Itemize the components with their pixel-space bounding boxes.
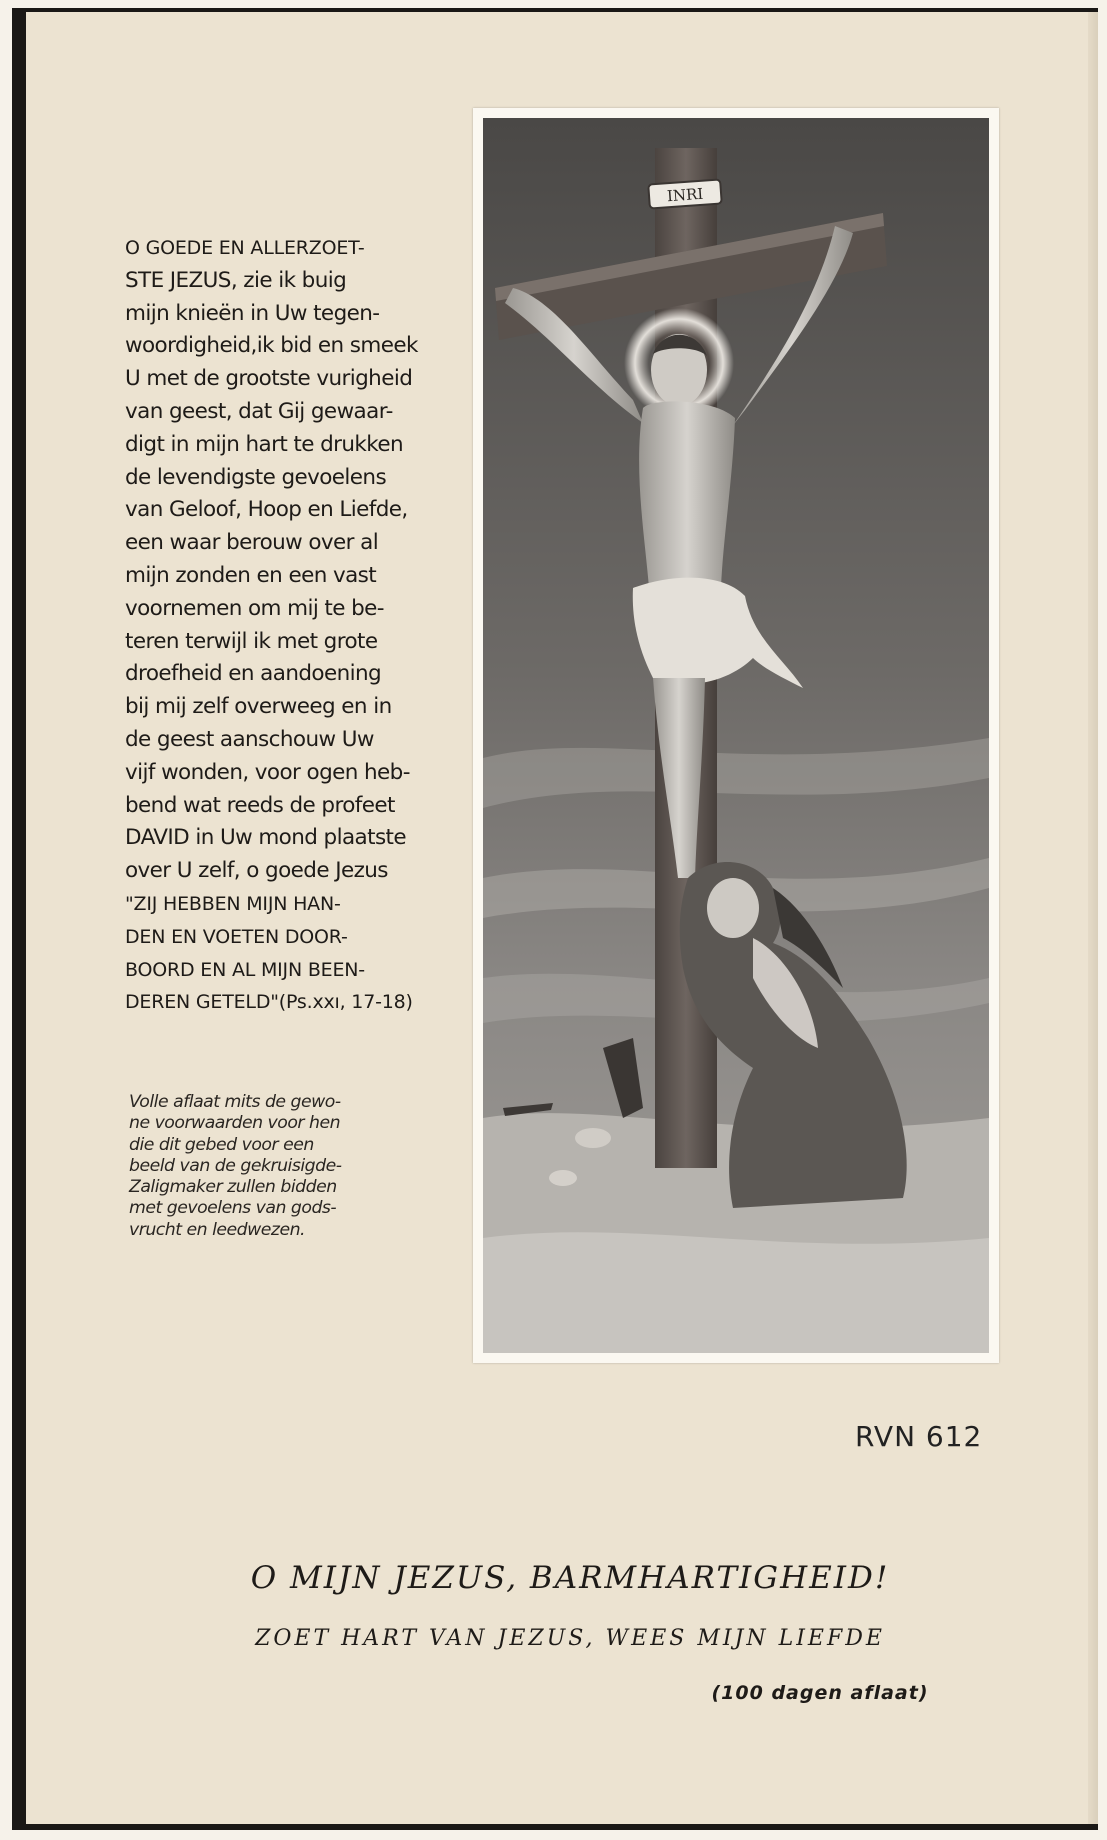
prayer-line: bij mij zelf overweeg en in (125, 694, 392, 720)
prayer-line: mijn zonden en een vast (125, 562, 377, 588)
indulgence-line: met gevoelens van gods- (129, 1198, 337, 1219)
card-edge (1088, 12, 1098, 1824)
prayer-line: woordigheid,ik bid en smeek (125, 333, 418, 359)
sacred-heart-invocation: ZOET HART VAN JEZUS, WEES MIJN LIEFDE (255, 1626, 885, 1651)
prayer-line: mijn knieën in Uw tegen- (125, 300, 380, 326)
prayer-line: STE JEZUS, zie ik buig (125, 267, 347, 293)
prayer-line: bend wat reeds de profeet (125, 792, 395, 818)
indulgence-line: ne voorwaarden voor hen (129, 1113, 341, 1134)
prayer-line: teren terwijl ik met grote (125, 628, 378, 654)
indulgence-line: die dit gebed voor een (129, 1134, 314, 1155)
indulgence-line: beeld van de gekruisigde- (129, 1155, 342, 1176)
crucifixion-illustration (483, 118, 989, 1353)
prayer-line: DEREN GETELD"(Ps.xxı, 17-18) (125, 991, 413, 1014)
prayer-line: de levendigste gevoelens (125, 464, 387, 490)
prayer-line: over U zelf, o goede Jezus (125, 858, 388, 884)
prayer-line: BOORD EN AL MIJN BEEN- (125, 958, 365, 981)
mercy-invocation: O MIJN JEZUS, BARMHARTIGHEID! (250, 1560, 890, 1596)
indulgence-days: (100 dagen aflaat) (711, 1682, 929, 1704)
prayer-line: DAVID in Uw mond plaatste (125, 825, 407, 851)
card-code: RVN 612 (855, 1420, 983, 1453)
crucifixion-picture (483, 118, 989, 1353)
prayer-line: een waar berouw over al (125, 530, 379, 556)
prayer-line: O GOEDE EN ALLERZOET- (125, 237, 365, 259)
prayer-line: de geest aanschouw Uw (125, 726, 374, 752)
prayer-line: "ZIJ HEBBEN MIJN HAN- (125, 892, 341, 915)
prayer-line: U met de grootste vurigheid (125, 366, 413, 392)
inri-inscription: INRI (666, 184, 704, 206)
prayer-line: DEN EN VOETEN DOOR- (125, 925, 348, 948)
prayer-line: digt in mijn hart te drukken (125, 431, 404, 457)
prayer-line: vijf wonden, voor ogen heb- (125, 759, 410, 785)
indulgence-line: Zaligmaker zullen bidden (129, 1177, 337, 1198)
indulgence-note (129, 1092, 429, 1241)
prayer-line: droefheid en aandoening (125, 661, 382, 687)
prayer-text (125, 232, 465, 1019)
prayer-line: van geest, dat Gij gewaar- (125, 398, 393, 424)
indulgence-line: Volle aflaat mits de gewo- (129, 1092, 341, 1112)
indulgence-line: vrucht en leedwezen. (129, 1219, 306, 1240)
prayer-line: voornemen om mij te be- (125, 595, 384, 621)
crucifixion-picture-frame (473, 108, 999, 1363)
prayer-line: van Geloof, Hoop en Liefde, (125, 497, 408, 523)
